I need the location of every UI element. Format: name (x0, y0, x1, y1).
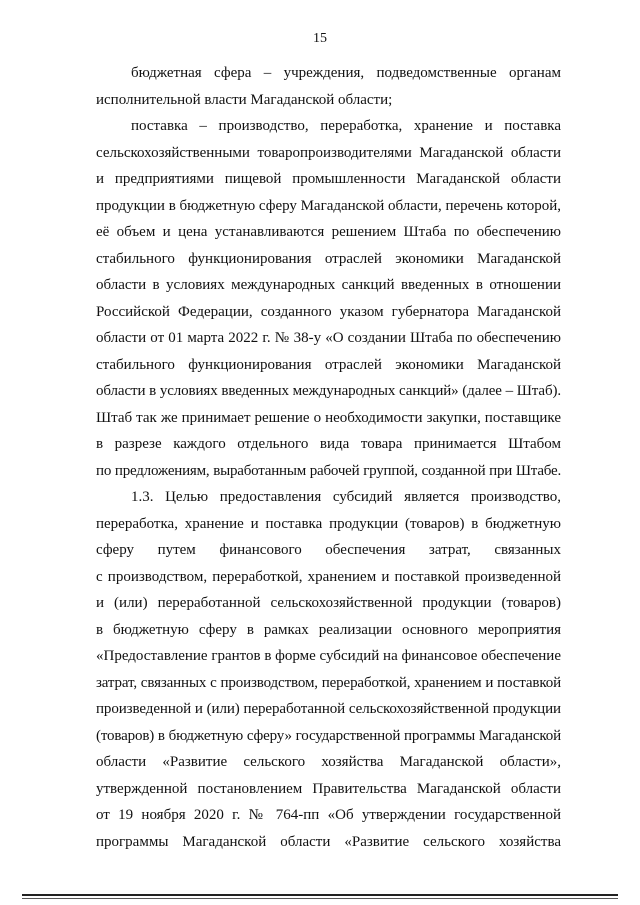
text-line: 1.3. Целью предоставления субсидий является производство, (131, 489, 561, 505)
text-line: переработка, хранение и поставка продукции (товаров) в бюджетную (96, 515, 561, 532)
paragraph-punkt-1-3 (96, 484, 561, 855)
text-line: бюджетная сфера – учреждения, подведомственные органам (131, 65, 561, 81)
text-line: (товаров) в бюджетную сферу» государственной программы Магаданской (96, 727, 561, 744)
text-line: её объем и цена устанавливаются решением Штаба по обеспечению (96, 224, 561, 240)
text-line: исполнительной власти Магаданской области; (96, 91, 393, 108)
text-line: в разрезе каждого отдельного вида товара принимается Штабом (96, 436, 561, 452)
document-body (96, 60, 561, 855)
text-line: области в условиях введенных международных санкций» (далее – Штаб). (96, 383, 561, 399)
text-line: сферу путем финансового обеспечения затрат, связанных (96, 542, 561, 558)
text-line: затрат, связанных с производством, переработкой, хранением и поставкой (96, 674, 561, 691)
text-line: стабильного функционирования отраслей экономики Магаданской (96, 250, 561, 267)
text-line: стабильного функционирования отраслей экономики Магаданской (96, 356, 561, 373)
paragraph-postavka (96, 113, 561, 484)
text-line: утвержденной постановлением Правительства Магаданской области (96, 780, 561, 797)
page-bottom-rule-thin (22, 898, 618, 899)
text-line: Российской Федерации, созданного указом губернатора Магаданской (96, 303, 561, 320)
text-line: произведенной и (или) переработанной сельскохозяйственной продукции (96, 701, 561, 717)
text-line: «Предоставление грантов в форме субсидий на финансовое обеспечение (96, 648, 561, 664)
text-line: поставка – производство, переработка, хранение и поставка (131, 118, 561, 134)
text-line: сельскохозяйственными товаропроизводителями Магаданской области (96, 144, 561, 161)
text-line: области в условиях международных санкций введенных в отношении (96, 277, 561, 293)
text-line: области от 01 марта 2022 г. № 38-у «О создании Штаба по обеспечению (96, 330, 561, 346)
text-line: и (или) переработанной сельскохозяйственной продукции (товаров) (96, 595, 561, 611)
text-line: Штаб так же принимает решение о необходимости закупки, поставщике (96, 409, 561, 426)
text-line: и предприятиями пищевой промышленности Магаданской области (96, 171, 561, 187)
text-line: программы Магаданской области «Развитие сельского хозяйства (96, 833, 561, 850)
page-number: 15 (313, 31, 327, 46)
text-line: от 19 ноября 2020 г. № 764-пп «Об утверждении государственной (96, 807, 561, 823)
paragraph-byudzhetnaya-sfera (96, 60, 561, 113)
page-bottom-rule (22, 894, 618, 896)
text-line: в бюджетную сферу в рамках реализации основного мероприятия (96, 621, 561, 638)
text-line: области «Развитие сельского хозяйства Магаданской области», (96, 754, 561, 770)
text-line: с производством, переработкой, хранением и поставкой произведенной (96, 568, 561, 585)
text-line: продукции в бюджетную сферу Магаданской области, перечень которой, (96, 197, 561, 214)
text-line: по предложениям, выработанным рабочей группой, созданной при Штабе. (96, 462, 561, 479)
